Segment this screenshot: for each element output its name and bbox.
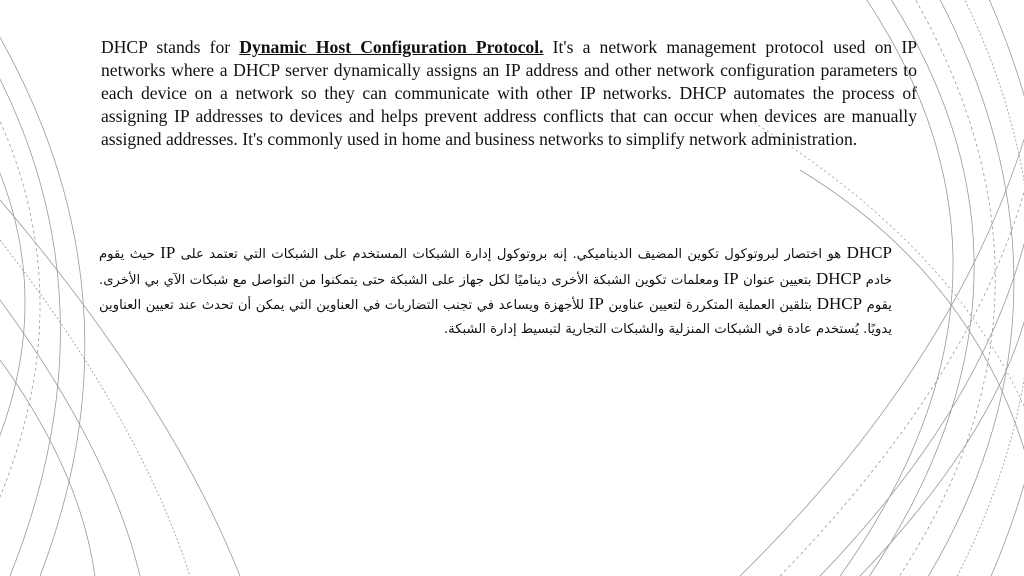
arabic-dhcp-2: DHCP [816,294,863,313]
english-paragraph [101,36,917,151]
arabic-segment-1: هو اختصار لبروتوكول تكوين المضيف الديناميكي. إنه بروتوكول إدارة الشبكات المستخدم على الشبكات التي تعتمد على [175,247,842,262]
arabic-acronym: DHCP [846,243,892,262]
arabic-segment-6: للأجهزة ويساعد في تجنب التضاربات في العناوين التي يمكن أن تحدث عند تعيين العناوين يدويًا. يُستخدم عادة في الشبكات المنزلية والشبكات التجارية لتبسيط إدارة الشبكة. [99,298,892,337]
english-lead: DHCP stands for [101,37,240,57]
arabic-dhcp-1: DHCP [815,268,862,288]
arabic-segment-2: حيث يقوم خادم [99,247,892,288]
arabic-ip-1: IP [160,243,176,262]
arabic-segment-3: بتعيين عنوان [738,272,816,288]
english-body: It's a network management protocol used on IP networks where a DHCP server dynamically assigns an IP address and other network configuration parameters to each device on a network so they can communicate with other IP networks. DHCP automates the process of assigning IP addresses to devices and helps prevent address conflicts that can occur when devices are manually assigned addresses. It's commonly used in home and business networks to simplify network administration. [101,37,917,149]
arabic-segment-5: بتلقين العملية المتكررة لتعيين عناوين [603,298,817,313]
arabic-paragraph [99,241,892,341]
arabic-ip-3: IP [588,294,604,313]
arabic-segment-4: ومعلمات تكوين الشبكة الأخرى ديناميًا لكل جهاز على الشبكة حتى يتمكنوا من التواصل مع شبكات الآي بي الأخرى. يقوم [99,272,892,313]
dhcp-definition-term: Dynamic Host Configuration Protocol. [239,37,544,57]
arabic-ip-2: IP [723,268,739,288]
